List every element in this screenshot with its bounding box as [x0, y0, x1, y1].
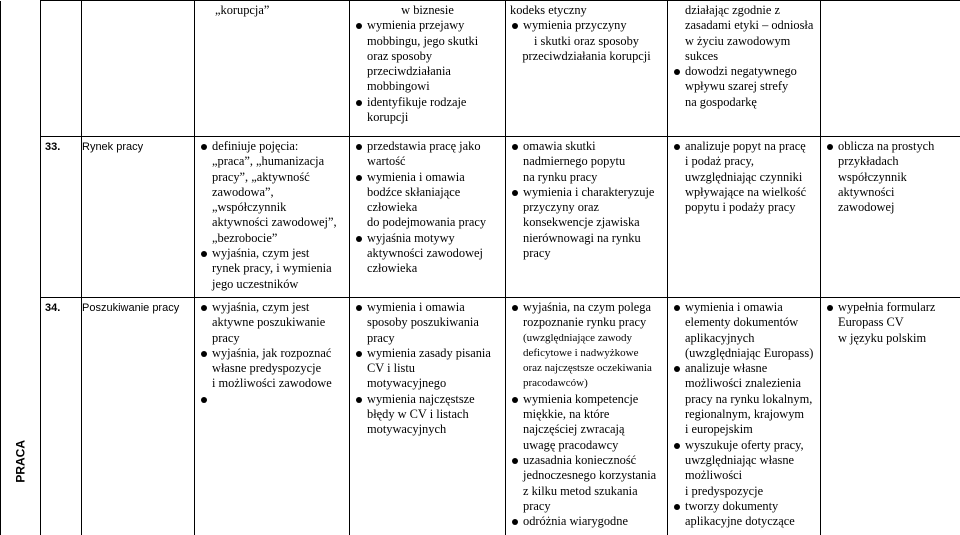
requirements-cell [821, 298, 960, 535]
bullet-item: dowodzi negatywnego [672, 64, 816, 79]
item-text: uwzględniając czynniki [685, 169, 803, 184]
item-text: własne predyspozycje [212, 361, 322, 376]
item-text: bodźce skłaniające [367, 184, 461, 199]
item-text: aktywności [838, 184, 895, 199]
item-text: oraz najczęstsze oczekiwania [523, 362, 652, 375]
bullet-item: wyjaśnia, czym jest [199, 246, 345, 261]
item-text: uwagę pracodawcy [523, 437, 619, 452]
lesson-title: Poszukiwanie pracy [82, 302, 180, 314]
item-text: rynek pracy, i wymienia [212, 261, 332, 276]
lesson-title-cell [82, 137, 195, 298]
bullet-item: wymienia i omawia [354, 170, 501, 185]
item-text: współczynnik [838, 169, 907, 184]
bullet-item: odróżnia wiarygodne [510, 514, 663, 529]
item-text: błędy w CV i listach [367, 407, 469, 422]
item-text: pracodawców) [523, 377, 588, 390]
bullet-item: analizuje własne [672, 361, 816, 376]
table-row [1, 137, 960, 298]
item-text: i podaż pracy, [685, 154, 755, 169]
bullet-item: wymienia i omawia [354, 300, 501, 315]
requirements-cell [506, 1, 668, 137]
requirements-cell [506, 298, 668, 535]
item-text: rozpoznanie rynku pracy [523, 315, 647, 330]
item-text: nadmiernego popytu [523, 154, 626, 169]
item-text: przeciwdziałania [367, 64, 451, 79]
requirements-cell [350, 1, 506, 137]
item-text: do podejmowania pracy [367, 215, 487, 230]
empty-number-cell [41, 1, 82, 137]
item-text: zawodowej [838, 200, 895, 215]
item-text: motywacyjnych [367, 422, 447, 437]
item-text: pracy”, „aktywność [212, 169, 310, 184]
item-text: popytu i podaży pracy [685, 200, 796, 215]
item-text: człowieka [367, 261, 418, 276]
bullet-item: identyfikuje rodzaje [354, 95, 501, 110]
item-text: Europass CV [838, 315, 904, 330]
bullet-item: uzasadnia konieczność [510, 453, 663, 468]
item-text: na rynku pracy [523, 169, 598, 184]
requirements-cell [821, 1, 960, 137]
requirements-cell [350, 298, 506, 535]
item-text: na gospodarkę [685, 94, 757, 109]
item-text: przeciwdziałania korupcji [522, 48, 651, 63]
lesson-number: 33. [45, 141, 61, 153]
item-text: i skutki oraz sposoby [534, 33, 639, 48]
requirements-cell [668, 137, 821, 298]
bullet-item: wyjaśnia, na czym polega [510, 300, 663, 315]
bullet-item: wyjaśnia, czym jest [199, 300, 345, 315]
bullet-item: wymienia zasady pisania [354, 346, 501, 361]
bullet-item: wyszukuje oferty pracy, [672, 438, 816, 453]
requirements-cell [350, 137, 506, 298]
lesson-number: 34. [45, 302, 61, 314]
requirements-cell [195, 298, 350, 535]
item-text: przyczyny oraz [523, 200, 600, 215]
topic-text: „korupcja” [215, 3, 270, 17]
item-text: (uwzględniając Europass) [685, 345, 814, 360]
item-text: z kilku metod szukania [523, 483, 638, 498]
table-row [1, 298, 960, 535]
item-text: oraz sposoby [367, 48, 433, 63]
item-text: człowieka [367, 200, 418, 215]
item-text: pracy [523, 498, 551, 513]
item-text: zasadami etyki – odniosła [685, 18, 814, 33]
item-text: pracy [367, 330, 395, 345]
requirements-cell [506, 137, 668, 298]
item-text: najczęściej zwracają [523, 422, 625, 437]
section-cell [1, 1, 41, 535]
item-text: przykładach [838, 154, 899, 169]
item-text: sukces [685, 48, 719, 63]
bullet-item: tworzy dokumenty [672, 499, 816, 514]
item-text: elementy dokumentów [685, 315, 799, 330]
table-row [1, 1, 960, 137]
requirements-cell [668, 1, 821, 137]
item-text: „współczynnik [212, 200, 287, 215]
item-text: pracy [212, 330, 240, 345]
item-text: motywacyjnego [367, 376, 447, 391]
item-text: uwzględniając własne [685, 452, 795, 467]
bullet-item: wymienia i charakteryzuje [510, 185, 663, 200]
item-text: mobbingowi [367, 79, 430, 94]
item-text: możliwości znalezienia [685, 376, 801, 391]
lesson-title: Rynek pracy [82, 141, 144, 153]
section-label: PRACA [13, 440, 28, 483]
item-text: i europejskim [685, 422, 753, 437]
item-text: (uwzględniające zawody [523, 331, 633, 344]
bullet-item: wyjaśnia motywy [354, 231, 501, 246]
bullet-item: wymienia i omawia [672, 300, 816, 315]
item-text: „praca”, „humanizacja [212, 154, 325, 169]
item-text: mobbingu, jego skutki [367, 33, 479, 48]
bullet-item: wymienia najczęstsze [354, 392, 501, 407]
item-text: w języku polskim [838, 330, 927, 345]
item-text: wartość [367, 154, 406, 169]
item-text: deficytowe i nadwyżkowe [523, 346, 639, 359]
item-text: pracy na rynku lokalnym, [685, 391, 813, 406]
bullet-item: wyjaśnia, jak rozpoznać [199, 346, 345, 361]
bullet-item: wypełnia formularz [825, 300, 956, 315]
item-text: działając zgodnie z [685, 3, 780, 17]
item-text: aplikacyjnych [685, 330, 755, 345]
item-text: aktywności zawodowej [367, 246, 483, 261]
item-text: w życiu zawodowym [685, 33, 791, 48]
item-text: kodeks etyczny [510, 3, 587, 17]
item-text: zawodowa”, [212, 184, 274, 199]
item-text: pracy [523, 246, 551, 261]
item-text: miękkie, na które [523, 407, 610, 422]
bullet-item: omawia skutki [510, 139, 663, 154]
item-text: jego uczestników [212, 276, 299, 291]
item-text: korupcji [367, 110, 409, 125]
bullet-item: przedstawia pracę jako [354, 139, 501, 154]
bullet-item: analizuje popyt na pracę [672, 139, 816, 154]
lesson-number-cell [41, 298, 82, 535]
item-text: CV i listu [367, 361, 415, 376]
item-text: aktywności zawodowej”, [212, 215, 337, 230]
topic-cell [195, 1, 350, 137]
bullet-item: wymienia kompetencje [510, 392, 663, 407]
item-text: i predyspozycje [685, 483, 764, 498]
item-text: konsekwencje zjawiska [523, 215, 640, 230]
item-text: aktywne poszukiwanie [212, 315, 326, 330]
item-text: regionalnym, krajowym [685, 407, 805, 422]
item-text: „bezrobocie” [212, 230, 278, 245]
item-text: jednoczesnego korzystania [523, 468, 657, 483]
item-text: w biznesie [401, 3, 454, 17]
item-text: możliwości [685, 468, 743, 483]
item-text: i możliwości zawodowe [212, 376, 332, 391]
requirements-cell [668, 298, 821, 535]
item-text: aplikacyjne dotyczące [685, 514, 795, 529]
item-text: wpływu szarej strefy [685, 79, 789, 94]
bullet-item [199, 392, 345, 407]
empty-title-cell [82, 1, 195, 137]
lesson-title-cell [82, 298, 195, 535]
lesson-number-cell [41, 137, 82, 298]
bullet-item: oblicza na prostych [825, 139, 956, 154]
bullet-item: wymienia przyczyny [510, 18, 663, 33]
bullet-item: definiuje pojęcia: [199, 139, 345, 154]
bullet-item: wymienia przejawy [354, 18, 501, 33]
requirements-cell [821, 137, 960, 298]
item-text: wpływające na wielkość [685, 184, 807, 199]
requirements-cell [195, 137, 350, 298]
item-text: sposoby poszukiwania [367, 315, 479, 330]
item-text: nierównowagi na rynku [523, 230, 641, 245]
